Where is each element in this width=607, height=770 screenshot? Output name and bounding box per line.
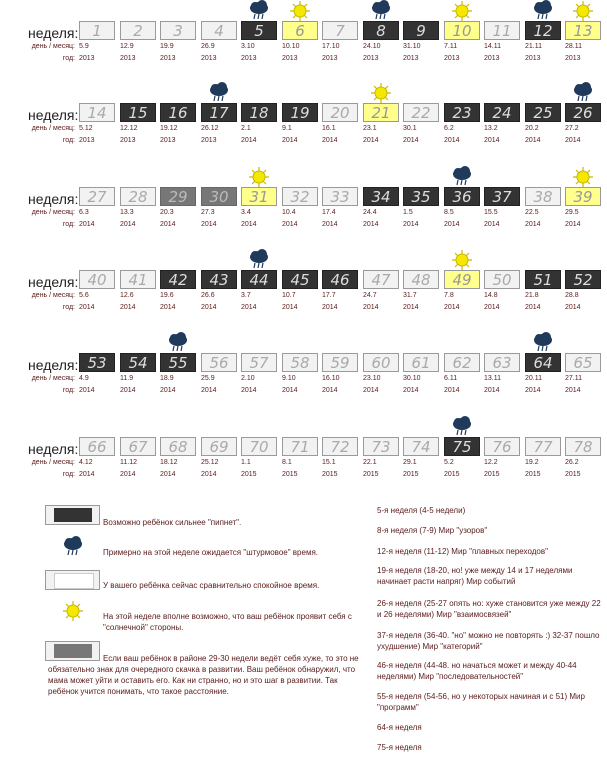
week-year: 2014	[565, 304, 581, 311]
week-year: 2014	[120, 304, 136, 311]
week-cell: 5	[241, 21, 277, 40]
week-cell: 27	[79, 187, 115, 206]
week-cell: 22	[403, 103, 439, 122]
week-cell: 11	[484, 21, 520, 40]
week-year: 2013	[79, 137, 95, 144]
sun-icon	[572, 166, 594, 188]
week-year: 2014	[79, 471, 95, 478]
week-date: 15.5	[484, 209, 498, 216]
week-date: 26.12	[201, 125, 219, 132]
week-year: 2014	[403, 304, 419, 311]
week-year: 2015	[241, 471, 257, 478]
week-date: 27.3	[201, 209, 215, 216]
week-year: 2014	[282, 221, 298, 228]
leap-note: 19-я неделя (18-20, но! уже между 14 и 17 неделями начинает расти напряг) Мир событий	[377, 566, 573, 586]
week-date: 27.2	[565, 125, 579, 132]
week-year: 2013	[484, 55, 500, 62]
week-cell: 45	[282, 270, 318, 289]
week-year: 2013	[201, 137, 217, 144]
week-year: 2015	[525, 471, 541, 478]
week-cell: 38	[525, 187, 561, 206]
week-year: 2014	[403, 137, 419, 144]
legend-sun-text: На этой неделе вполне возможно, что ваш ребёнок проявит себя с "солнечной" стороны.	[103, 612, 352, 632]
week-cell: 70	[241, 437, 277, 456]
week-cell: 9	[403, 21, 439, 40]
week-year: 2014	[282, 304, 298, 311]
week-year: 2014	[484, 221, 500, 228]
week-year: 2014	[79, 304, 95, 311]
week-date: 31.10	[403, 43, 421, 50]
week-year: 2014	[241, 137, 257, 144]
week-year: 2013	[120, 55, 136, 62]
week-cell: 25	[525, 103, 561, 122]
week-year: 2014	[201, 471, 217, 478]
week-date: 12.2	[484, 459, 498, 466]
week-cell: 76	[484, 437, 520, 456]
week-row	[0, 0, 607, 74]
week-cell: 36	[444, 187, 480, 206]
week-cell: 75	[444, 437, 480, 456]
week-year: 2014	[322, 221, 338, 228]
week-cell: 39	[565, 187, 601, 206]
week-year: 2014	[201, 304, 217, 311]
week-cell: 43	[201, 270, 237, 289]
daymonth-label: день / месяц:	[31, 209, 75, 216]
sun-icon	[451, 0, 473, 22]
week-cell: 72	[322, 437, 358, 456]
week-year: 2014	[363, 137, 379, 144]
week-date: 5.6	[79, 292, 89, 299]
week-year: 2014	[565, 221, 581, 228]
week-cell: 32	[282, 187, 318, 206]
legend-light-text: У вашего ребёнка сейчас сравнительно спокойное время.	[103, 581, 320, 590]
week-cell: 40	[79, 270, 115, 289]
week-year: 2014	[282, 387, 298, 394]
week-cell: 31	[241, 187, 277, 206]
week-date: 31.7	[403, 292, 417, 299]
week-cell: 68	[160, 437, 196, 456]
week-date: 7.8	[444, 292, 454, 299]
week-year: 2014	[120, 471, 136, 478]
week-year: 2014	[444, 304, 460, 311]
week-cell: 41	[120, 270, 156, 289]
week-cell: 42	[160, 270, 196, 289]
week-date: 5.9	[79, 43, 89, 50]
week-cell: 78	[565, 437, 601, 456]
leap-note: 46-я неделя (44-48. но начаться может и между 40-44 неделями) Мир "последовательностей"	[377, 661, 577, 681]
sun-icon	[248, 166, 270, 188]
week-year: 2014	[79, 387, 95, 394]
week-year: 2013	[79, 55, 95, 62]
leap-note: 64-я неделя	[377, 723, 422, 732]
week-cell: 49	[444, 270, 480, 289]
week-year: 2013	[282, 55, 298, 62]
week-date: 13.3	[120, 209, 134, 216]
week-year: 2014	[241, 387, 257, 394]
week-year: 2014	[403, 221, 419, 228]
week-year: 2013	[322, 55, 338, 62]
week-year: 2014	[79, 221, 95, 228]
leap-note: 8-я неделя (7-9) Мир "узоров"	[377, 526, 488, 535]
week-year: 2015	[322, 471, 338, 478]
sun-icon	[370, 82, 392, 104]
week-cell: 18	[241, 103, 277, 122]
week-cell: 77	[525, 437, 561, 456]
legend-storm-text: Примерно на этой неделе ожидается "штурмовое" время.	[103, 548, 319, 557]
daymonth-label: день / месяц:	[31, 375, 75, 382]
week-label: неделя:	[28, 441, 79, 457]
week-cell: 48	[403, 270, 439, 289]
storm-cloud-icon	[532, 0, 554, 22]
week-date: 28.8	[565, 292, 579, 299]
week-year: 2014	[160, 221, 176, 228]
week-cell: 63	[484, 353, 520, 372]
week-cell: 53	[79, 353, 115, 372]
week-cell: 67	[120, 437, 156, 456]
week-year: 2014	[241, 221, 257, 228]
week-date: 24.4	[363, 209, 377, 216]
week-date: 3.4	[241, 209, 251, 216]
week-date: 5.2	[444, 459, 454, 466]
week-year: 2013	[444, 55, 460, 62]
week-year: 2014	[565, 137, 581, 144]
week-cell: 35	[403, 187, 439, 206]
week-date: 27.11	[565, 375, 582, 382]
week-date: 11.9	[120, 375, 134, 382]
week-cell: 46	[322, 270, 358, 289]
legend-sun-icon	[62, 600, 84, 622]
week-cell: 71	[282, 437, 318, 456]
storm-cloud-icon	[167, 332, 189, 354]
week-date: 2.10	[241, 375, 255, 382]
week-cell: 16	[160, 103, 196, 122]
week-cell: 12	[525, 21, 561, 40]
week-label: неделя:	[28, 191, 79, 207]
week-cell: 65	[565, 353, 601, 372]
week-date: 4.12	[79, 459, 93, 466]
week-year: 2014	[484, 387, 500, 394]
week-date: 25.9	[201, 375, 215, 382]
week-year: 2014	[525, 304, 541, 311]
week-date: 10.4	[282, 209, 296, 216]
week-date: 8.5	[444, 209, 454, 216]
week-cell: 54	[120, 353, 156, 372]
week-cell: 52	[565, 270, 601, 289]
week-date: 6.11	[444, 375, 458, 382]
week-date: 11.12	[120, 459, 137, 466]
week-date: 18.12	[160, 459, 178, 466]
week-date: 21.8	[525, 292, 539, 299]
week-year: 2014	[201, 221, 217, 228]
week-year: 2014	[565, 387, 581, 394]
week-date: 20.2	[525, 125, 539, 132]
week-year: 2014	[484, 137, 500, 144]
week-date: 7.11	[444, 43, 458, 50]
leap-note: 12-я неделя (11-12) Мир "плавных переходов"	[377, 547, 548, 556]
week-year: 2013	[241, 55, 257, 62]
week-cell: 34	[363, 187, 399, 206]
week-date: 6.2	[444, 125, 454, 132]
legend-storm-icon	[62, 536, 84, 558]
week-date: 3.7	[241, 292, 251, 299]
week-date: 26.2	[565, 459, 579, 466]
storm-cloud-icon	[451, 416, 473, 438]
year-label: год:	[62, 221, 75, 228]
week-cell: 69	[201, 437, 237, 456]
week-year: 2014	[444, 387, 460, 394]
week-year: 2014	[160, 304, 176, 311]
week-cell: 64	[525, 353, 561, 372]
week-date: 26.6	[201, 292, 215, 299]
week-row	[0, 416, 607, 490]
week-date: 1.1	[241, 459, 251, 466]
daymonth-label: день / месяц:	[31, 459, 75, 466]
storm-cloud-icon	[208, 82, 230, 104]
week-cell: 4	[201, 21, 237, 40]
week-cell: 61	[403, 353, 439, 372]
week-year: 2013	[160, 55, 176, 62]
storm-cloud-icon	[248, 249, 270, 271]
week-cell: 51	[525, 270, 561, 289]
week-row	[0, 82, 607, 156]
week-date: 29.5	[565, 209, 579, 216]
week-cell: 50	[484, 270, 520, 289]
week-date: 10.10	[282, 43, 300, 50]
week-cell: 6	[282, 21, 318, 40]
week-year: 2015	[282, 471, 298, 478]
week-year: 2014	[484, 304, 500, 311]
week-cell: 55	[160, 353, 196, 372]
week-date: 16.10	[322, 375, 340, 382]
week-year: 2013	[363, 55, 379, 62]
week-year: 2015	[363, 471, 379, 478]
storm-cloud-icon	[572, 82, 594, 104]
week-date: 12.6	[120, 292, 134, 299]
week-year: 2015	[484, 471, 500, 478]
week-date: 15.1	[322, 459, 336, 466]
week-cell: 37	[484, 187, 520, 206]
week-cell: 44	[241, 270, 277, 289]
week-year: 2014	[525, 221, 541, 228]
week-cell: 19	[282, 103, 318, 122]
week-cell: 30	[201, 187, 237, 206]
week-date: 9.1	[282, 125, 292, 132]
week-cell: 26	[565, 103, 601, 122]
week-cell: 10	[444, 21, 480, 40]
week-date: 6.3	[79, 209, 89, 216]
week-cell: 2	[120, 21, 156, 40]
week-year: 2014	[322, 137, 338, 144]
legend-mid-text: Если ваш ребёнок в районе 29-30 недели ведёт себя хуже, то это не обязательно знак для очередного скачка в развитии. Ваш ребёнок обнаружил, что мама может уйти и оставить его. Как ни странно, но и это шаг в развитии. Так ребёнок учится понимать, что такое расстояние.	[48, 654, 359, 696]
week-cell: 21	[363, 103, 399, 122]
week-cell: 58	[282, 353, 318, 372]
week-label: неделя:	[28, 25, 79, 41]
week-date: 17.10	[322, 43, 340, 50]
legend-dark-text: Возможно ребёнок сильнее "пипнет".	[103, 518, 242, 527]
week-date: 22.5	[525, 209, 539, 216]
week-cell: 60	[363, 353, 399, 372]
sun-icon	[451, 249, 473, 271]
week-date: 12.12	[120, 125, 138, 132]
week-date: 23.1	[363, 125, 377, 132]
week-date: 18.9	[160, 375, 174, 382]
week-year: 2013	[201, 55, 217, 62]
week-date: 19.2	[525, 459, 539, 466]
week-year: 2014	[201, 387, 217, 394]
week-cell: 1	[79, 21, 115, 40]
daymonth-label: день / месяц:	[31, 43, 75, 50]
storm-cloud-icon	[370, 0, 392, 22]
week-year: 2013	[525, 55, 541, 62]
week-date: 19.6	[160, 292, 174, 299]
week-year: 2014	[160, 471, 176, 478]
week-date: 17.7	[322, 292, 336, 299]
week-date: 17.4	[322, 209, 336, 216]
week-row	[0, 166, 607, 240]
week-date: 30.10	[403, 375, 421, 382]
week-cell: 66	[79, 437, 115, 456]
storm-cloud-icon	[532, 332, 554, 354]
week-date: 26.9	[201, 43, 215, 50]
week-year: 2014	[525, 387, 541, 394]
week-date: 5.12	[79, 125, 93, 132]
week-year: 2014	[363, 304, 379, 311]
week-date: 13.2	[484, 125, 498, 132]
week-cell: 74	[403, 437, 439, 456]
week-date: 16.1	[322, 125, 336, 132]
week-cell: 47	[363, 270, 399, 289]
week-date: 19.12	[160, 125, 178, 132]
week-year: 2014	[120, 221, 136, 228]
week-year: 2014	[322, 387, 338, 394]
week-year: 2014	[363, 387, 379, 394]
week-year: 2014	[444, 221, 460, 228]
storm-cloud-icon	[451, 166, 473, 188]
week-year: 2014	[120, 387, 136, 394]
daymonth-label: день / месяц:	[31, 292, 75, 299]
week-cell: 13	[565, 21, 601, 40]
week-date: 20.11	[525, 375, 542, 382]
week-cell: 62	[444, 353, 480, 372]
week-row	[0, 332, 607, 406]
week-year: 2014	[444, 137, 460, 144]
week-date: 30.1	[403, 125, 417, 132]
week-year: 2015	[565, 471, 581, 478]
week-cell: 28	[120, 187, 156, 206]
week-date: 20.3	[160, 209, 174, 216]
week-date: 19.9	[160, 43, 174, 50]
legend-dark-swatch	[45, 505, 100, 525]
leap-note: 55-я неделя (54-56, но у некоторых начиная и с 51) Мир "программ"	[377, 692, 585, 712]
storm-cloud-icon	[248, 0, 270, 22]
week-year: 2014	[282, 137, 298, 144]
week-label: неделя:	[28, 107, 79, 123]
week-date: 29.1	[403, 459, 417, 466]
leap-note: 37-я неделя (36-40. "но" можно не повторять :) 32-37 пошло ухудшение) Мир "категорий"	[377, 631, 600, 651]
sun-icon	[572, 0, 594, 22]
week-cell: 17	[201, 103, 237, 122]
week-cell: 29	[160, 187, 196, 206]
week-date: 24.10	[363, 43, 381, 50]
week-cell: 20	[322, 103, 358, 122]
week-date: 22.1	[363, 459, 377, 466]
week-date: 24.7	[363, 292, 377, 299]
week-year: 2013	[120, 137, 136, 144]
week-date: 4.9	[79, 375, 89, 382]
week-cell: 33	[322, 187, 358, 206]
week-cell: 73	[363, 437, 399, 456]
leap-note: 26-я неделя (25-27 опять но: хуже становится уже между 22 и 26 неделями) Мир "взаимосвязей"	[377, 599, 601, 619]
year-label: год:	[62, 137, 75, 144]
week-label: неделя:	[28, 357, 79, 373]
year-label: год:	[62, 387, 75, 394]
week-year: 2015	[403, 471, 419, 478]
week-cell: 24	[484, 103, 520, 122]
week-cell: 59	[322, 353, 358, 372]
week-year: 2014	[322, 304, 338, 311]
week-date: 13.11	[484, 375, 501, 382]
week-row	[0, 249, 607, 323]
week-cell: 14	[79, 103, 115, 122]
week-year: 2014	[403, 387, 419, 394]
week-cell: 15	[120, 103, 156, 122]
week-year: 2014	[160, 387, 176, 394]
leap-note: 5-я неделя (4-5 недели)	[377, 506, 466, 515]
week-label: неделя:	[28, 274, 79, 290]
week-year: 2014	[525, 137, 541, 144]
week-date: 14.8	[484, 292, 498, 299]
week-year: 2013	[565, 55, 581, 62]
week-date: 8.1	[282, 459, 292, 466]
week-cell: 23	[444, 103, 480, 122]
legend-light-swatch	[45, 570, 100, 590]
week-date: 1.5	[403, 209, 413, 216]
daymonth-label: день / месяц:	[31, 125, 75, 132]
week-year: 2014	[241, 304, 257, 311]
week-date: 28.11	[565, 43, 582, 50]
week-cell: 8	[363, 21, 399, 40]
week-date: 21.11	[525, 43, 542, 50]
year-label: год:	[62, 55, 75, 62]
week-cell: 7	[322, 21, 358, 40]
week-year: 2014	[363, 221, 379, 228]
sun-icon	[289, 0, 311, 22]
week-cell: 57	[241, 353, 277, 372]
week-year: 2015	[444, 471, 460, 478]
leap-note: 75-я неделя	[377, 743, 422, 752]
week-date: 14.11	[484, 43, 501, 50]
week-date: 12.9	[120, 43, 134, 50]
week-date: 23.10	[363, 375, 381, 382]
week-year: 2013	[403, 55, 419, 62]
week-year: 2013	[160, 137, 176, 144]
week-date: 9.10	[282, 375, 296, 382]
year-label: год:	[62, 304, 75, 311]
week-date: 3.10	[241, 43, 255, 50]
week-cell: 56	[201, 353, 237, 372]
week-date: 10.7	[282, 292, 296, 299]
week-cell: 3	[160, 21, 196, 40]
week-date: 25.12	[201, 459, 219, 466]
week-date: 2.1	[241, 125, 251, 132]
year-label: год:	[62, 471, 75, 478]
